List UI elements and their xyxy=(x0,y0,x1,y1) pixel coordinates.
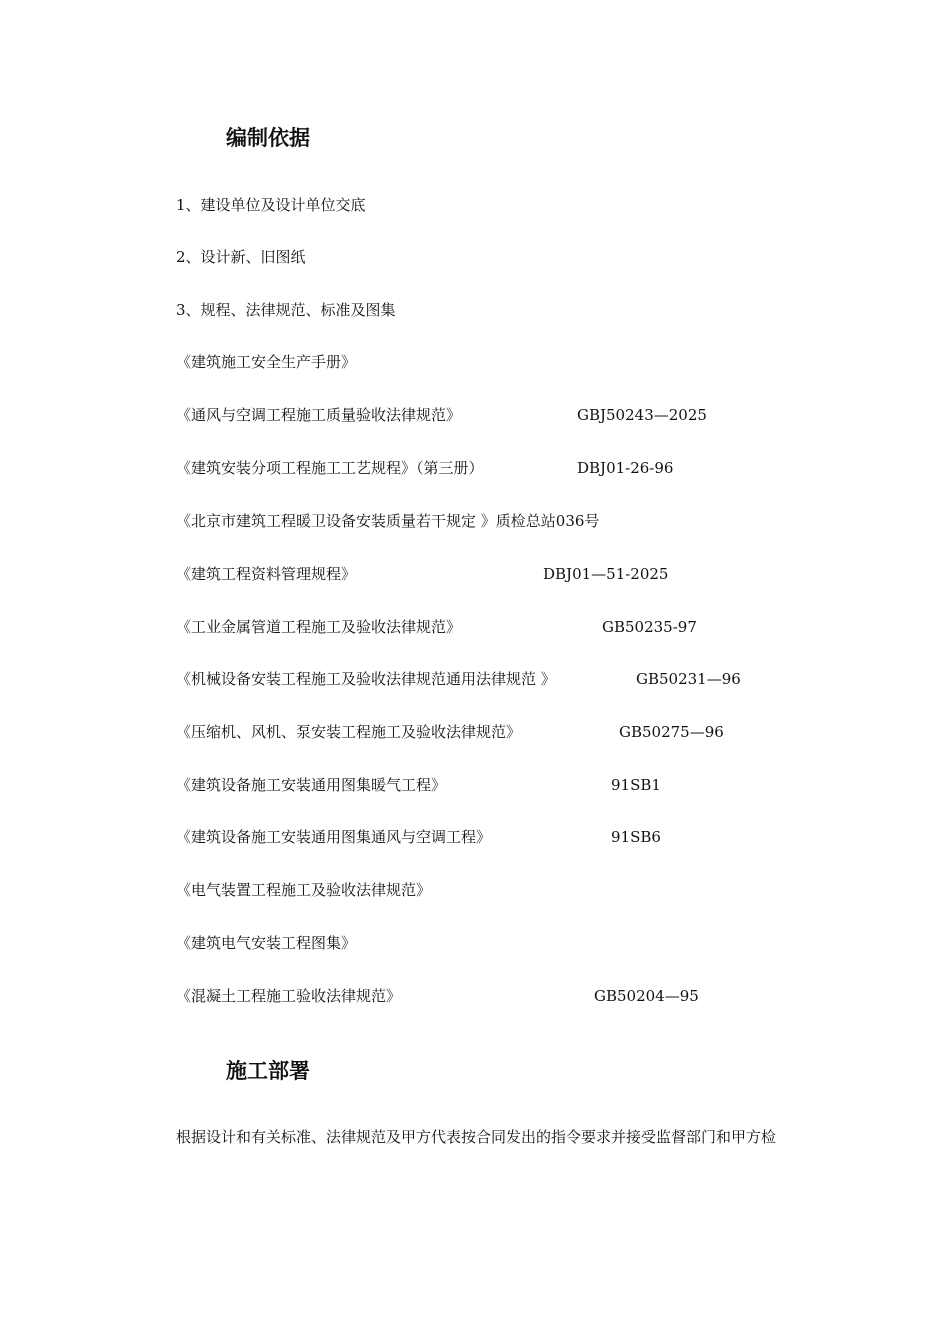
list-item: 《建筑设备施工安装通用图集通风与空调工程》 xyxy=(176,828,492,846)
list-item: 2、设计新、旧图纸 xyxy=(176,248,306,266)
section-heading-basis: 编制依据 xyxy=(226,126,310,150)
standard-code: GB50231—96 xyxy=(636,670,741,688)
standard-code: GB50204—95 xyxy=(594,987,699,1005)
standard-code: GBJ50243—2025 xyxy=(577,406,707,424)
list-item: 《建筑电气安装工程图集》 xyxy=(176,934,357,952)
standard-code: 91SB1 xyxy=(611,776,661,794)
standard-code: GB50235-97 xyxy=(602,618,697,636)
list-item: 1、建设单位及设计单位交底 xyxy=(176,196,366,214)
list-item: 《建筑工程资料管理规程》 xyxy=(176,565,357,583)
list-item: 《混凝土工程施工验收法律规范》 xyxy=(176,987,402,1005)
list-item: 《建筑施工安全生产手册》 xyxy=(176,353,357,371)
list-item: 《建筑设备施工安装通用图集暖气工程》 xyxy=(176,776,447,794)
standard-code: DBJ01—51-2025 xyxy=(543,565,669,583)
standard-code: DBJ01-26-96 xyxy=(577,459,674,477)
standard-code: 91SB6 xyxy=(611,828,661,846)
section-heading-deployment: 施工部署 xyxy=(226,1059,310,1083)
list-item: 《压缩机、风机、泵安装工程施工及验收法律规范》 xyxy=(176,723,522,741)
list-item: 《机械设备安装工程施工及验收法律规范通用法律规范 》 xyxy=(176,670,556,688)
list-item: 《通风与空调工程施工质量验收法律规范》 xyxy=(176,406,462,424)
list-item: 《电气装置工程施工及验收法律规范》 xyxy=(176,881,432,899)
list-item: 《北京市建筑工程暖卫设备安装质量若干规定 》质检总站036号 xyxy=(176,512,600,530)
body-paragraph: 根据设计和有关标准、法律规范及甲方代表按合同发出的指令要求并接受监督部门和甲方检 xyxy=(176,1128,777,1146)
standard-code: GB50275—96 xyxy=(619,723,724,741)
list-item: 《工业金属管道工程施工及验收法律规范》 xyxy=(176,618,462,636)
list-item: 《建筑安装分项工程施工工艺规程》（第三册） xyxy=(176,459,484,477)
list-item: 3、规程、法律规范、标准及图集 xyxy=(176,301,396,319)
